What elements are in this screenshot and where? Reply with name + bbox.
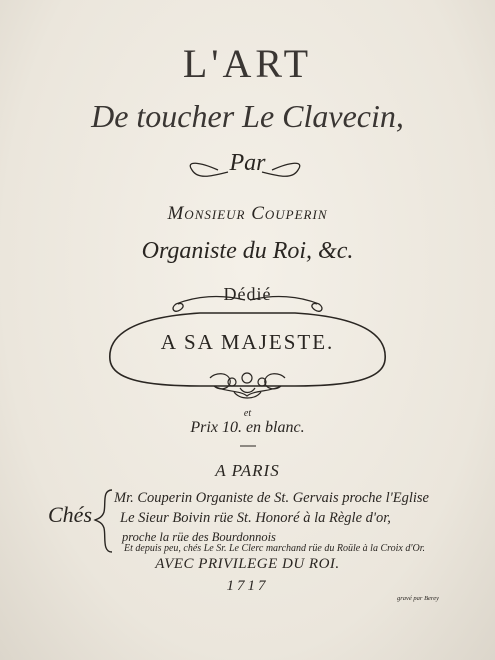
address-line: Mr. Couperin Organiste de St. Gervais proche l'Eglise [114, 490, 429, 506]
address-line: proche la rüe des Bourdonnois [122, 530, 276, 544]
dedicatee: A SA MAJESTE. [160, 330, 335, 354]
price: Prix 10. en blanc. [190, 419, 305, 436]
privilege: AVEC PRIVILEGE DU ROI. [155, 556, 340, 572]
author-name: Monsieur Couperin [167, 203, 328, 224]
ches-label: Chés [48, 502, 92, 527]
page-subtitle: De toucher Le Clavecin, [91, 98, 404, 134]
year: 1717 [226, 578, 269, 594]
dedication-label: Dédié [223, 284, 272, 304]
author-position: Organiste du Roi, &c. [141, 238, 354, 264]
page-title: L'ART [182, 41, 313, 86]
et-mark: et [243, 408, 252, 419]
address-line: Le Sieur Boivin rüe St. Honoré à la Règle d'or, [120, 510, 391, 526]
par-label: Par [229, 150, 266, 176]
engraver-credit: gravé par Berey [397, 595, 439, 602]
address-line: Et depuis peu, chés Le Sr. Le Clerc marchand rüe du Roüle à la Croix d'Or. [124, 543, 425, 554]
city: A PARIS [215, 461, 280, 480]
address-brace [95, 490, 112, 552]
